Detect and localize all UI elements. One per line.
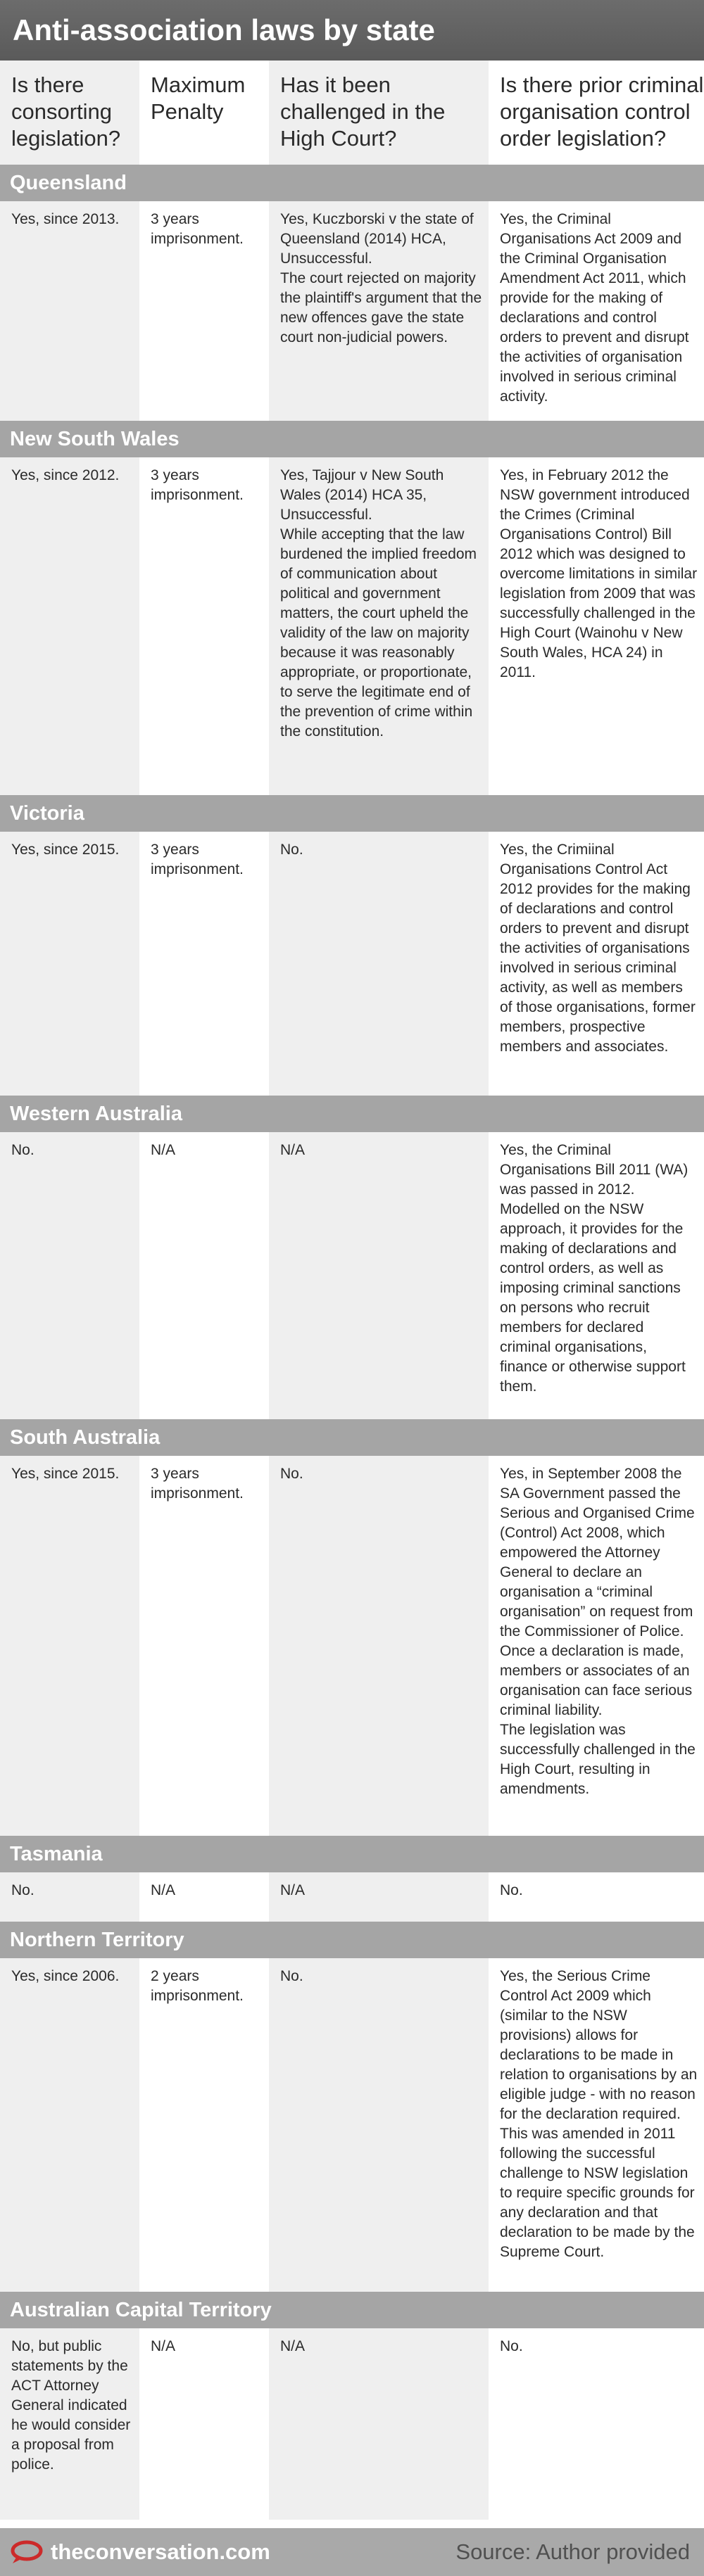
conversation-bubble-icon	[10, 2539, 44, 2565]
cell-penalty: 2 years imprisonment.	[139, 1958, 269, 2292]
footer	[0, 2528, 704, 2576]
cell-prior-legislation: Yes, the Serious Crime Control Act 2009 which (similar to the NSW provisions) allows for declarations to be made in relation to organisations by an eligible judge - with no reason for the declaration required. This was amended in 2011 following the successful challenge to NSW legislation to require specific grounds for any declaration and that declaration to be made by the Supreme Court.	[489, 1958, 704, 2292]
cell-penalty: N/A	[139, 2328, 269, 2520]
cell-consorting: No, but public statements by the ACT Attorney General indicated he would consider a proposal from police.	[0, 2328, 139, 2520]
header-consorting: Is there consorting legislation?	[0, 61, 139, 165]
cell-penalty: 3 years imprisonment.	[139, 1456, 269, 1836]
source-credit: Source: Author provided	[455, 2539, 690, 2564]
cell-consorting: No.	[0, 1132, 139, 1419]
cell-challenged: Yes, Tajjour v New South Wales (2014) HCA 35, Unsuccessful. While accepting that the law burdened the implied freedom of communication about political and government matters, the court upheld the validity of the law on majority because it was reasonably appropriate, or proportionate, to serve the legitimate end of the prevention of crime within the constitution.	[269, 457, 489, 795]
cell-prior-legislation: No.	[489, 1872, 704, 1922]
cell-prior-legislation: Yes, in February 2012 the NSW government introduced the Crimes (Criminal Organisations Control) Bill 2012 which was designed to overcome limitations in similar legislation from 2009 that was successfully challenged in the High Court (Wainohu v New South Wales, HCA 24) in 2011.	[489, 457, 704, 795]
cell-challenged: No.	[269, 1456, 489, 1836]
state-row	[0, 201, 704, 421]
state-row	[0, 1958, 704, 2292]
state-heading: Western Australia	[0, 1096, 704, 1132]
page-title: Anti-association laws by state	[0, 0, 704, 61]
cell-penalty: 3 years imprisonment.	[139, 457, 269, 795]
brand-name: theconversation.com	[51, 2539, 270, 2564]
header-penalty: Maximum Penalty	[139, 61, 269, 165]
state-heading: Queensland	[0, 165, 704, 201]
state-heading: Australian Capital Territory	[0, 2292, 704, 2328]
cell-penalty: 3 years imprisonment.	[139, 832, 269, 1096]
state-heading: Tasmania	[0, 1836, 704, 1872]
cell-consorting: Yes, since 2006.	[0, 1958, 139, 2292]
cell-consorting: Yes, since 2013.	[0, 201, 139, 421]
cell-challenged: No.	[269, 832, 489, 1096]
state-heading: Victoria	[0, 795, 704, 832]
cell-penalty: N/A	[139, 1132, 269, 1419]
cell-challenged: Yes, Kuczborski v the state of Queensland (2014) HCA, Unsuccessful. The court rejected on majority the plaintiff's argument that the new offences gave the state court non-judicial powers.	[269, 201, 489, 421]
cell-consorting: No.	[0, 1872, 139, 1922]
cell-challenged: N/A	[269, 2328, 489, 2520]
cell-challenged: N/A	[269, 1132, 489, 1419]
state-row	[0, 1132, 704, 1419]
state-heading: Northern Territory	[0, 1922, 704, 1958]
cell-challenged: N/A	[269, 1872, 489, 1922]
column-headers	[0, 61, 704, 165]
cell-consorting: Yes, since 2012.	[0, 457, 139, 795]
cell-penalty: 3 years imprisonment.	[139, 201, 269, 421]
cell-prior-legislation: Yes, the Criminal Organisations Act 2009 and the Criminal Organisation Amendment Act 2011, which provide for the making of declarations and control orders to prevent and disrupt the activities of organisation involved in serious criminal activity.	[489, 201, 704, 421]
cell-challenged: No.	[269, 1958, 489, 2292]
state-row	[0, 1872, 704, 1922]
state-row	[0, 832, 704, 1096]
cell-consorting: Yes, since 2015.	[0, 1456, 139, 1836]
state-row	[0, 2328, 704, 2520]
cell-penalty: N/A	[139, 1872, 269, 1922]
cell-prior-legislation: Yes, in September 2008 the SA Government passed the Serious and Organised Crime (Control) Act 2008, which empowered the Attorney General to declare an organisation a “criminal organisation” on request from the Commissioner of Police. Once a declaration is made, members or associates of an organisation can face serious criminal liability. The legislation was successfully challenged in the High Court, resulting in amendments.	[489, 1456, 704, 1836]
header-prior-legislation: Is there prior criminal organisation control order legislation?	[489, 61, 704, 165]
state-heading: New South Wales	[0, 421, 704, 457]
cell-prior-legislation: Yes, the Criminal Organisations Bill 2011 (WA) was passed in 2012. Modelled on the NSW approach, it provides for the making of declarations and control orders, as well as imposing criminal sanctions on persons who recruit members for declared criminal organisations, finance or otherwise support them.	[489, 1132, 704, 1419]
state-row	[0, 1456, 704, 1836]
header-challenged: Has it been challenged in the High Court?	[269, 61, 489, 165]
cell-prior-legislation: Yes, the Crimiinal Organisations Control Act 2012 provides for the making of declarations and control orders to prevent and disrupt the activities of organisations involved in serious criminal activity, as well as members of those organisations, former members, prospective members and associates.	[489, 832, 704, 1096]
cell-consorting: Yes, since 2015.	[0, 832, 139, 1096]
cell-prior-legislation: No.	[489, 2328, 704, 2520]
state-heading: South Australia	[0, 1419, 704, 1456]
state-row	[0, 457, 704, 795]
brand-logo	[10, 2539, 270, 2565]
